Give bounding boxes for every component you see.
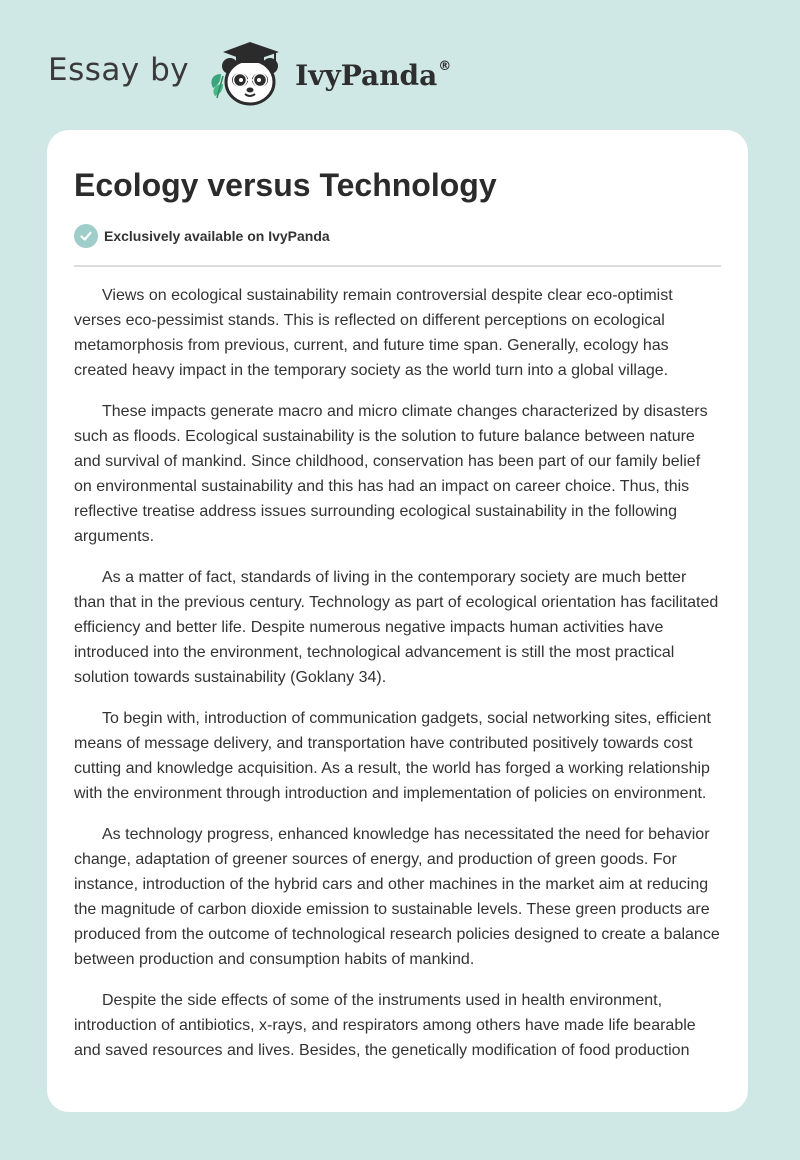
brand-prefix: Essay by	[48, 52, 190, 88]
paragraph: Despite the side effects of some of the instruments used in health environment, introduction of antibiotics, x-rays, and respirators among others have made life bearable and saved resources and lives. Besides, the genetically modification of food production	[74, 992, 696, 1059]
brand-header[interactable]	[48, 36, 451, 108]
paragraph: As technology progress, enhanced knowledge has necessitated the need for behavior change, adaptation of greener sources of energy, and production of green goods. For instance, introduction of the hybrid cars and other machines in the market aim at reducing the magnitude of carbon dioxide emission to sustainable levels. These green products are produced from the outcome of technological research policies designed to create a balance between production and consumption habits of mankind.	[74, 826, 720, 968]
exclusive-badge	[74, 223, 721, 249]
paragraph: Views on ecological sustainability remain controversial despite clear eco-optimist verses eco-pessimist stands. This is reflected on different perceptions on ecological metamorphosis from previous, current, and future time span. Generally, ecology has created heavy impact in the temporary society as the world turn into a global village.	[74, 287, 673, 379]
check-circle-icon	[74, 224, 98, 248]
title-divider	[74, 265, 721, 267]
brand-name-text: IvyPanda	[295, 58, 438, 92]
paragraph: As a matter of fact, standards of living in the contemporary society are much better than that in the previous century. Technology as part of ecological orientation has facilitated efficiency and better life. Despite numerous negative impacts human activities have introduced into the environment, technological advancement is still the most practical solution towards sustainability (Goklany 34).	[74, 569, 719, 686]
paragraph: These impacts generate macro and micro climate changes characterized by disasters such as floods. Ecological sustainability is the solution to future balance between nature and survival of mankind. Since childhood, conservation has been part of our family belief on environmental sustainability and this has had an impact on career choice. Thus, this reflective treatise address issues surrounding ecological sustainability in the following arguments.	[74, 403, 708, 545]
essay-card	[47, 130, 748, 1112]
exclusive-badge-text: Exclusively available on IvyPanda	[104, 228, 330, 244]
brand-name	[295, 59, 451, 92]
panda-graduate-icon	[203, 36, 291, 108]
essay-title: Ecology versus Technology	[74, 167, 497, 203]
registered-mark: ®	[438, 59, 452, 75]
paragraph: To begin with, introduction of communication gadgets, social networking sites, efficient means of message delivery, and transportation have contributed positively towards cost cutting and knowledge acquisition. As a result, the world has forged a working relationship with the environment through introduction and implementation of policies on environment.	[74, 710, 711, 802]
essay-body	[74, 283, 721, 1063]
